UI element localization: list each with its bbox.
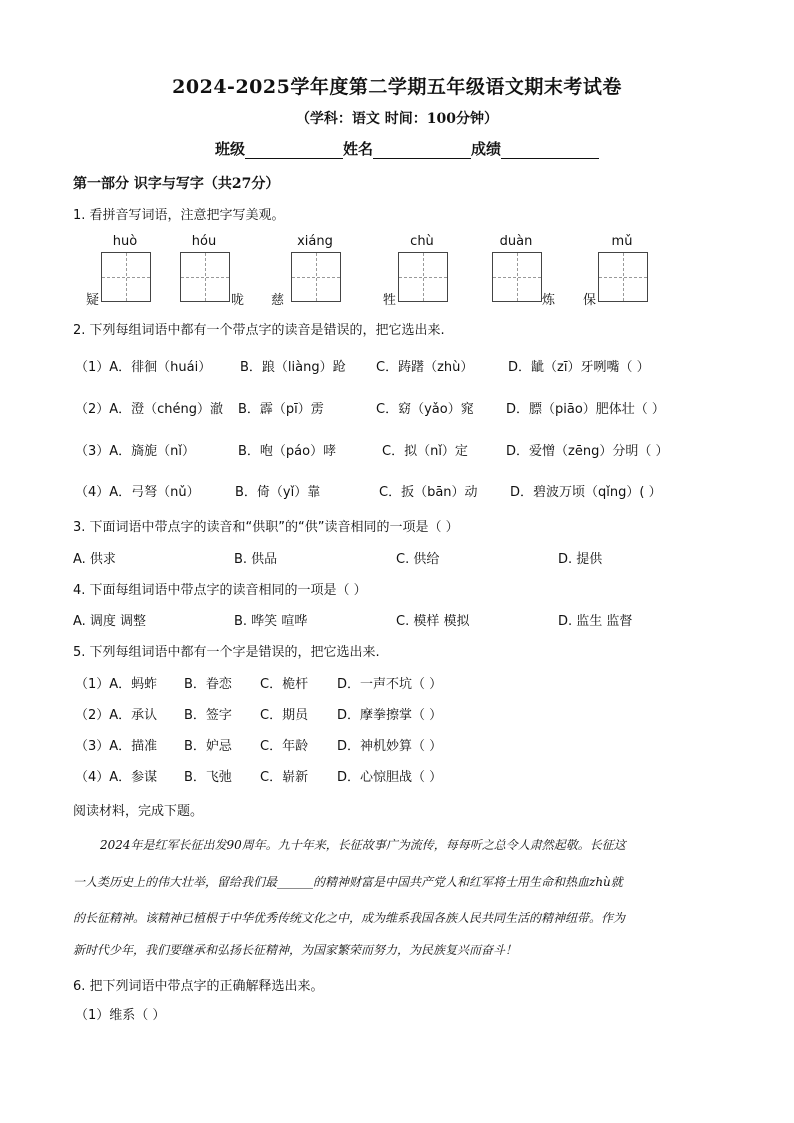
q2-row4-b: B．倚（yǐ）靠 [235, 485, 321, 500]
q2-row1-d: D．龇（zī）牙咧嘴（ ） [508, 360, 650, 375]
q3-option-d: D. 提供 [558, 552, 603, 567]
q5-row1-c: C．桅杆 [260, 677, 309, 692]
q5-row4-a: （4）A．参谋 [75, 770, 158, 785]
exam-title: 2024-2025学年度第二学期五年级语文期末考试卷 [172, 76, 622, 98]
q5-row2-d: D．摩拳擦掌（ ） [337, 708, 443, 723]
pinyin-4: chù [410, 234, 434, 249]
class-blank [245, 142, 343, 159]
q2-row2-b: B．霹（pī）雳 [238, 402, 324, 417]
q5-row4-d: D．心惊胆战（ ） [337, 770, 443, 785]
q6-sub-1: （1）维系（ ） [75, 1008, 166, 1023]
q3-option-c: C. 供给 [396, 552, 440, 567]
student-info-line [215, 138, 599, 159]
given-char-1: 疑 [86, 293, 100, 308]
given-char-5: 炼 [542, 293, 556, 308]
passage-line-4: 新时代少年，我们要继承和弘扬长征精神，为国家繁荣而努力，为民族复兴而奋斗！ [73, 943, 518, 957]
pinyin-3: xiáng [297, 234, 333, 249]
q2-row4-d: D．碧波万顷（qǐng）( ） [510, 485, 662, 500]
q5-row2-b: B．签字 [184, 708, 232, 723]
reading-intro: 阅读材料，完成下题。 [73, 804, 204, 819]
writing-box-1[interactable] [101, 252, 151, 302]
question-4: 4. 下面每组词语中带点字的读音相同的一项是（ ） [73, 583, 367, 598]
q2-row4-c: C．扳（bān）动 [379, 485, 478, 500]
q5-row4-c: C．崭新 [260, 770, 309, 785]
passage-line-1: 2024年是红军长征出发90周年。九十年来，长征故事广为流传，每每听之总令人肃然起敬。长征这 [100, 838, 626, 852]
q3-option-a: A. 供求 [73, 552, 116, 567]
q2-row1-b: B．踉（liàng）跄 [240, 360, 346, 375]
q4-option-d: D. 监生 监督 [558, 614, 633, 629]
q2-row3-b: B．咆（páo）哮 [238, 444, 337, 459]
score-blank [501, 142, 599, 159]
q3-option-b: B. 供品 [234, 552, 278, 567]
writing-box-4[interactable] [398, 252, 448, 302]
given-char-6: 保 [583, 293, 597, 308]
section-heading: 第一部分 识字与写字（共27分） [73, 176, 280, 192]
q5-row1-b: B．眷恋 [184, 677, 232, 692]
given-char-4: 牲 [383, 293, 397, 308]
pinyin-1: huò [112, 234, 138, 249]
q2-row3-a: （3）A．旖旎（nǐ） [75, 444, 196, 459]
pinyin-6: mǔ [611, 234, 633, 249]
given-char-3: 慈 [271, 293, 285, 308]
q2-row2-d: D．膘（piāo）肥体壮（ ） [506, 402, 665, 417]
q2-row2-a: （2）A．澄（chéng）澈 [75, 402, 224, 417]
q5-row3-a: （3）A．描准 [75, 739, 158, 754]
q2-row4-a: （4）A．弓弩（nǔ） [75, 485, 200, 500]
q4-option-a: A. 调度 调整 [73, 614, 147, 629]
passage-line-3: 的长征精神。该精神已植根于中华优秀传统文化之中，成为维系我国各族人民共同生活的精神纽带。作为 [73, 911, 626, 925]
name-blank [373, 142, 471, 159]
q5-row1-a: （1）A．蚂蚱 [75, 677, 158, 692]
passage-line-2: 一人类历史上的伟大壮举，留给我们最______的精神财富是中国共产党人和红军将士用生命和热血zhù就 [73, 875, 623, 889]
q5-row3-d: D．神机妙算（ ） [337, 739, 443, 754]
q2-row1-c: C．踌躇（zhù） [376, 360, 474, 375]
question-6: 6. 把下列词语中带点字的正确解释选出来。 [73, 979, 324, 994]
writing-box-2[interactable] [180, 252, 230, 302]
writing-box-5[interactable] [492, 252, 542, 302]
question-1: 1. 看拼音写词语，注意把字写美观。 [73, 208, 285, 223]
question-5: 5. 下列每组词语中都有一个字是错误的，把它选出来. [73, 645, 380, 660]
q5-row2-c: C．期员 [260, 708, 309, 723]
pinyin-2: hóu [191, 234, 217, 249]
writing-box-3[interactable] [291, 252, 341, 302]
q5-row3-c: C．年龄 [260, 739, 309, 754]
pinyin-5: duàn [499, 234, 533, 249]
question-2: 2. 下列每组词语中都有一个带点字的读音是错误的，把它选出来. [73, 323, 445, 338]
q2-row3-c: C．拟（nǐ）定 [382, 444, 468, 459]
writing-box-6[interactable] [598, 252, 648, 302]
q5-row2-a: （2）A．承认 [75, 708, 158, 723]
question-3: 3. 下面词语中带点字的读音和“供职”的“供”读音相同的一项是（ ） [73, 520, 459, 535]
q2-row2-c: C．窈（yǎo）窕 [376, 402, 474, 417]
q4-option-c: C. 模样 模拟 [396, 614, 470, 629]
q2-row1-a: （1）A．徘徊（huái） [75, 360, 212, 375]
given-char-2: 咙 [231, 293, 245, 308]
q5-row3-b: B．妒忌 [184, 739, 232, 754]
class-label: 班级 [215, 140, 246, 158]
q5-row4-b: B．飞弛 [184, 770, 232, 785]
name-label: 姓名 [343, 140, 374, 158]
q4-option-b: B. 哗笑 喧哗 [234, 614, 308, 629]
score-label: 成绩 [471, 140, 502, 158]
q5-row1-d: D．一声不坑（ ） [337, 677, 443, 692]
q2-row3-d: D．爱憎（zēng）分明（ ） [506, 444, 669, 459]
exam-subtitle: （学科：语文 时间：100分钟） [295, 111, 499, 127]
